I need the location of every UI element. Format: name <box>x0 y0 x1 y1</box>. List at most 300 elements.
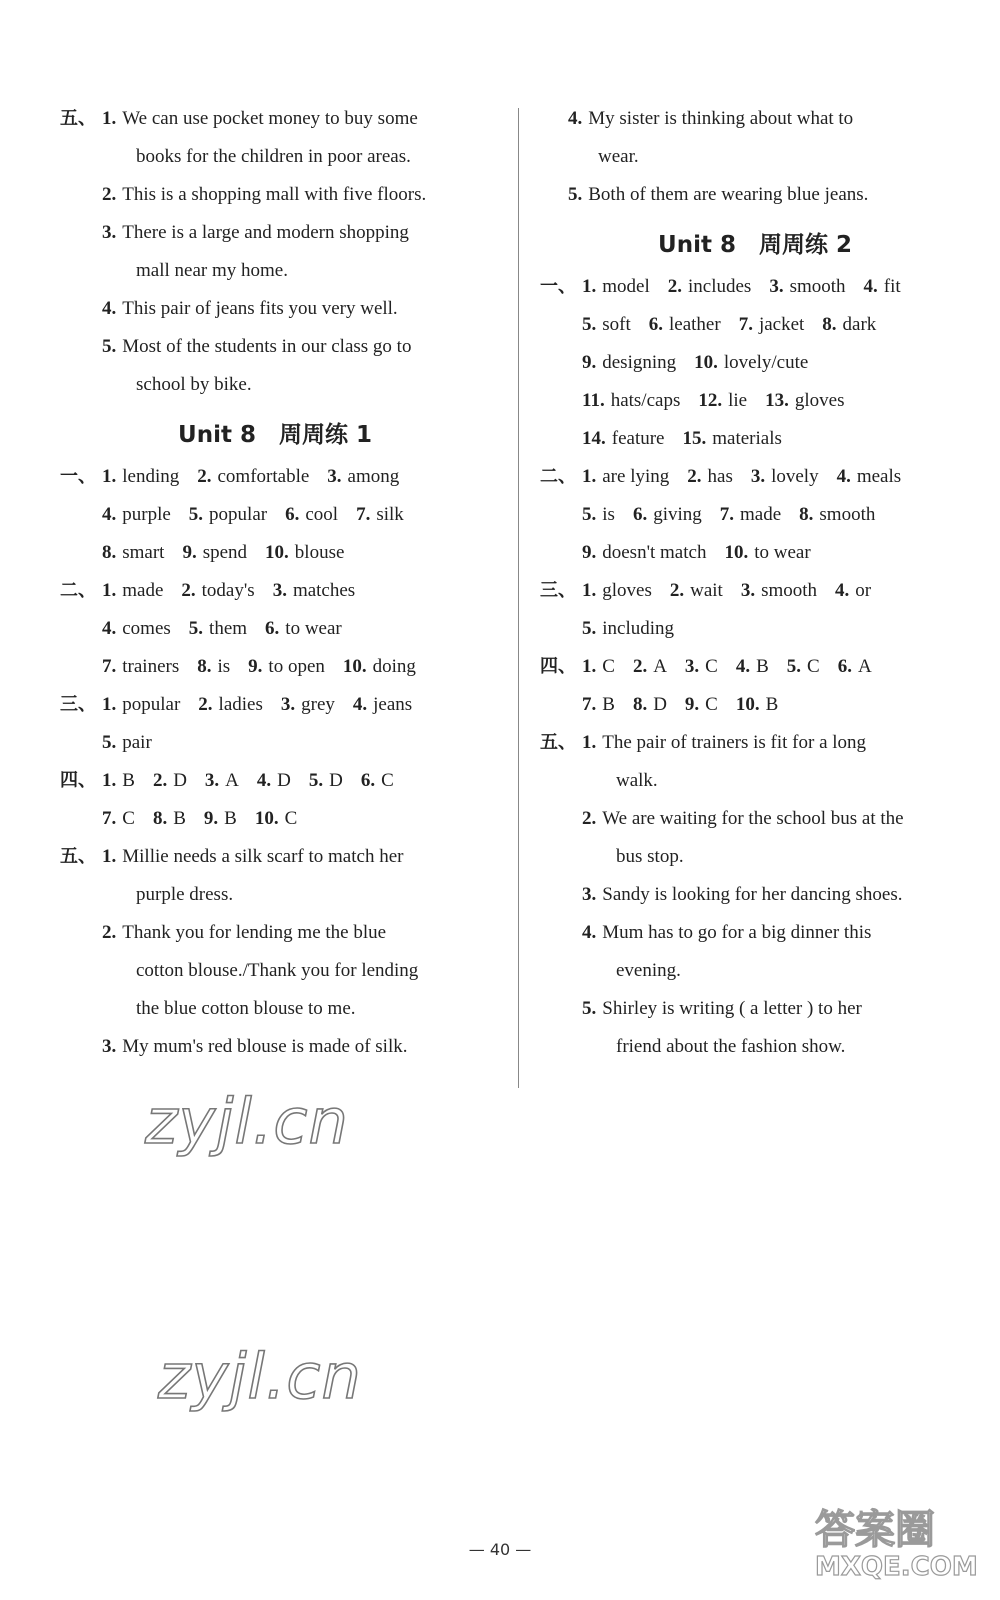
item-number: 14. <box>582 428 606 449</box>
answer-item <box>582 428 664 449</box>
answer-item <box>720 504 781 525</box>
answer-item <box>694 352 808 373</box>
item-number: 1. <box>102 108 117 129</box>
answer-item <box>582 314 631 335</box>
answer-text: This is a shopping mall with five floors. <box>122 184 427 205</box>
item-number: 1. <box>582 466 597 487</box>
section-5-answer-line <box>60 876 490 914</box>
answer-text: matches <box>292 580 356 601</box>
section-1-row <box>540 306 970 344</box>
section-5-answer-line <box>540 990 970 1028</box>
item-number: 6. <box>837 656 852 677</box>
item-number: 1. <box>102 694 117 715</box>
answer-text: them <box>209 618 248 639</box>
answer-item <box>838 656 872 677</box>
answer-item <box>102 618 171 639</box>
section-2-row <box>540 458 970 496</box>
answer-item <box>837 466 902 487</box>
answer-text: C <box>284 808 298 829</box>
section-label: 一、 <box>540 276 576 297</box>
section-label: 四、 <box>540 656 576 677</box>
answer-text: to wear <box>285 618 342 639</box>
item-number: 9. <box>248 656 263 677</box>
answer-item <box>687 466 733 487</box>
answer-text: C <box>122 808 135 829</box>
item-number: 6. <box>265 618 280 639</box>
answer-text: doesn't match <box>602 542 707 563</box>
item-number: 8. <box>152 808 168 829</box>
answer-item <box>582 656 615 677</box>
section-label: 三、 <box>540 580 576 601</box>
item-number: 3. <box>740 580 756 601</box>
item-number: 2. <box>632 656 648 677</box>
item-number: 5. <box>568 184 583 205</box>
item-number: 2. <box>669 580 685 601</box>
answer-item <box>822 314 876 335</box>
section-3-row <box>540 572 970 610</box>
answer-line <box>540 100 970 138</box>
answer-text: fit <box>883 276 901 297</box>
answer-text: D <box>277 770 291 791</box>
answer-item <box>181 580 254 601</box>
answer-item <box>736 694 778 715</box>
item-number: 5. <box>582 314 597 335</box>
answer-text: A <box>225 770 239 791</box>
item-number: 7. <box>582 694 597 715</box>
item-number: 4. <box>256 770 272 791</box>
section-label: 四、 <box>60 770 96 791</box>
item-number: 3. <box>582 884 597 905</box>
answer-text: popular <box>122 694 181 715</box>
answer-item <box>698 390 747 411</box>
section-4-row <box>540 648 970 686</box>
item-number: 5. <box>582 618 597 639</box>
section-1-row <box>540 344 970 382</box>
item-number: 2. <box>687 466 702 487</box>
item-number: 5. <box>188 618 204 639</box>
answer-text: B <box>173 808 186 829</box>
answer-text: evening. <box>616 960 681 981</box>
answer-line <box>540 138 970 176</box>
answer-text: D <box>653 694 667 715</box>
answer-text: made <box>122 580 164 601</box>
answer-item <box>633 656 667 677</box>
answer-item <box>361 770 394 791</box>
answer-text: friend about the fashion show. <box>616 1036 846 1057</box>
section-5-answer-line <box>60 100 490 138</box>
section-label: 五、 <box>540 732 576 753</box>
answer-text: the blue cotton blouse to me. <box>136 998 356 1019</box>
answer-text: made <box>740 504 782 525</box>
left-column <box>60 100 490 1066</box>
answer-item <box>835 580 871 601</box>
item-number: 12. <box>698 390 723 411</box>
answer-item <box>285 504 338 525</box>
item-number: 2. <box>152 770 168 791</box>
answer-text: model <box>602 276 650 297</box>
section-2-row <box>540 496 970 534</box>
item-number: 4. <box>102 504 117 525</box>
item-number: 6. <box>648 314 663 335</box>
answer-text: comes <box>122 618 171 639</box>
section-5-answer-line <box>60 838 490 876</box>
section-1-row <box>60 458 490 496</box>
item-number: 5. <box>102 732 117 753</box>
section-5-answer-line <box>60 252 490 290</box>
answer-text: designing <box>602 352 677 373</box>
section-5-answer-line <box>60 328 490 366</box>
section-4-row <box>540 686 970 724</box>
watermark-text: zyjl.cn <box>158 1340 362 1413</box>
item-number: 9. <box>203 808 219 829</box>
answer-text: leather <box>669 314 721 335</box>
answer-item <box>102 770 135 791</box>
answer-item <box>582 276 650 297</box>
answer-item <box>736 656 769 677</box>
column-divider <box>518 108 519 1088</box>
item-number: 5. <box>308 770 324 791</box>
answer-item <box>353 694 412 715</box>
stamp-top-text: 答案圈 <box>815 1507 935 1553</box>
item-number: 2. <box>181 580 196 601</box>
item-number: 1. <box>582 732 597 753</box>
item-number: 3. <box>750 466 766 487</box>
item-number: 6. <box>360 770 376 791</box>
item-number: 2. <box>102 922 117 943</box>
answer-item <box>102 466 179 487</box>
answer-text: materials <box>712 428 782 449</box>
section-1-row <box>540 382 970 420</box>
answer-text: C <box>705 656 718 677</box>
item-number: 1. <box>102 770 117 791</box>
item-number: 6. <box>632 504 648 525</box>
answer-text: mall near my home. <box>136 260 288 281</box>
answer-text: The pair of trainers is fit for a long <box>602 732 867 753</box>
answer-item <box>765 390 844 411</box>
item-number: 15. <box>682 428 707 449</box>
answer-text: giving <box>653 504 702 525</box>
answer-item <box>257 770 291 791</box>
answer-text: trainers <box>122 656 180 677</box>
answer-text: smart <box>122 542 165 563</box>
answer-item <box>102 580 163 601</box>
section-label: 一、 <box>60 466 96 487</box>
answer-text: school by bike. <box>136 374 252 395</box>
item-number: 8. <box>197 656 212 677</box>
answer-text: There is a large and modern shopping <box>122 222 409 243</box>
answer-text: jacket <box>758 314 805 335</box>
item-number: 4. <box>352 694 368 715</box>
item-number: 7. <box>356 504 371 525</box>
section-2-row <box>540 534 970 572</box>
unit-title: Unit 8 周周练 2 <box>658 232 852 258</box>
answer-text: jeans <box>373 694 413 715</box>
answer-text: has <box>707 466 733 487</box>
answer-text: smooth <box>761 580 818 601</box>
section-5-answer-line <box>540 952 970 990</box>
answer-text: soft <box>602 314 631 335</box>
answer-item <box>248 656 325 677</box>
answer-item <box>189 618 247 639</box>
answer-item <box>102 656 179 677</box>
answer-text: pair <box>122 732 152 753</box>
item-number: 1. <box>102 580 117 601</box>
item-number: 3. <box>684 656 700 677</box>
item-number: 4. <box>835 580 850 601</box>
section-2-row <box>60 572 490 610</box>
item-number: 4. <box>568 108 583 129</box>
answer-item <box>633 694 667 715</box>
answer-item <box>309 770 343 791</box>
answer-item <box>685 694 718 715</box>
answer-text: doing <box>372 656 416 677</box>
answer-text: spend <box>202 542 248 563</box>
answer-text: is <box>602 504 615 525</box>
answer-item <box>327 466 399 487</box>
section-5-answer-line <box>60 366 490 404</box>
answer-text: are lying <box>602 466 670 487</box>
answer-item <box>682 428 781 449</box>
answer-text: to wear <box>754 542 811 563</box>
answer-text: including <box>602 618 675 639</box>
answer-item <box>739 314 805 335</box>
item-number: 2. <box>198 694 213 715</box>
answer-text: A <box>857 656 872 677</box>
right-column <box>540 100 970 1066</box>
item-number: 7. <box>738 314 753 335</box>
answer-item <box>633 504 702 525</box>
answer-item <box>197 466 309 487</box>
item-number: 4. <box>102 618 117 639</box>
answer-item <box>356 504 404 525</box>
item-number: 9. <box>182 542 197 563</box>
item-number: 8. <box>632 694 648 715</box>
answer-text: to open <box>268 656 325 677</box>
section-5-answer-line <box>540 914 970 952</box>
answer-text: My mum's red blouse is made of silk. <box>122 1036 408 1057</box>
section-5-answer-line <box>540 762 970 800</box>
item-number: 5. <box>582 998 597 1019</box>
section-3-row <box>540 610 970 648</box>
answer-text: A <box>653 656 667 677</box>
item-number: 1. <box>582 580 597 601</box>
section-2-row <box>60 610 490 648</box>
answer-text: D <box>173 770 187 791</box>
answer-text: Sandy is looking for her dancing shoes. <box>602 884 903 905</box>
answer-text: Shirley is writing ( a letter ) to her <box>602 998 862 1019</box>
item-number: 2. <box>197 466 212 487</box>
answer-item <box>864 276 901 297</box>
answer-text: lie <box>728 390 748 411</box>
answer-item <box>724 542 810 563</box>
unit-title: Unit 8 周周练 1 <box>178 422 372 448</box>
item-number: 3. <box>204 770 220 791</box>
answer-text: C <box>381 770 394 791</box>
answer-text: smooth <box>789 276 846 297</box>
answer-text: meals <box>856 466 902 487</box>
section-label: 三、 <box>60 694 96 715</box>
section-5-answer-line <box>540 724 970 762</box>
section-5-answer-line <box>60 214 490 252</box>
item-number: 8. <box>822 314 837 335</box>
watermark-text: zyjl.cn <box>145 1085 349 1158</box>
item-number: 10. <box>724 542 749 563</box>
answer-text: gloves <box>794 390 845 411</box>
answer-text: feature <box>611 428 665 449</box>
answer-text: We are waiting for the school bus at the <box>602 808 904 829</box>
item-number: 9. <box>684 694 700 715</box>
answer-text: C <box>602 656 615 677</box>
answer-item <box>769 276 845 297</box>
item-number: 10. <box>265 542 289 563</box>
item-number: 4. <box>582 922 597 943</box>
answer-item <box>649 314 721 335</box>
item-number: 3. <box>280 694 296 715</box>
section-1-row <box>540 420 970 458</box>
item-number: 10. <box>735 694 760 715</box>
answer-item <box>670 580 723 601</box>
answer-item <box>102 694 180 715</box>
item-number: 3. <box>102 222 117 243</box>
section-label: 五、 <box>60 108 96 129</box>
section-3-row <box>60 686 490 724</box>
answer-item <box>182 542 247 563</box>
answer-line <box>540 176 970 214</box>
section-label: 五、 <box>60 846 96 867</box>
answer-item <box>582 352 676 373</box>
item-number: 10. <box>342 656 367 677</box>
answer-item <box>153 770 187 791</box>
answer-text: books for the children in poor areas. <box>136 146 411 167</box>
answer-text: cool <box>305 504 339 525</box>
item-number: 5. <box>786 656 802 677</box>
answer-text: B <box>765 694 779 715</box>
item-number: 1. <box>102 846 117 867</box>
answer-text: D <box>329 770 343 791</box>
answer-item <box>582 390 680 411</box>
answer-item <box>205 770 239 791</box>
answer-text: Most of the students in our class go to <box>122 336 412 357</box>
item-number: 8. <box>799 504 814 525</box>
answer-item <box>582 580 652 601</box>
item-number: 7. <box>102 656 117 677</box>
answer-item <box>265 542 344 563</box>
answer-item <box>189 504 267 525</box>
item-number: 8. <box>102 542 117 563</box>
item-number: 5. <box>582 504 597 525</box>
item-number: 6. <box>285 504 300 525</box>
answer-text: purple <box>122 504 171 525</box>
section-5-answer-line <box>60 1028 490 1066</box>
section-5-answer-line <box>60 952 490 990</box>
answer-item <box>787 656 820 677</box>
item-number: 3. <box>769 276 784 297</box>
item-number: 7. <box>102 808 117 829</box>
item-number: 1. <box>582 276 597 297</box>
item-number: 10. <box>694 352 718 373</box>
item-number: 9. <box>582 352 597 373</box>
item-number: 4. <box>735 656 751 677</box>
answer-text: among <box>347 466 400 487</box>
answer-item <box>751 466 819 487</box>
answer-item <box>273 580 356 601</box>
answer-text: Millie needs a silk scarf to match her <box>122 846 404 867</box>
answer-item <box>582 694 615 715</box>
section-4-row <box>60 800 490 838</box>
item-number: 5. <box>102 336 117 357</box>
section-label: 二、 <box>540 466 576 487</box>
answer-item <box>582 504 615 525</box>
item-number: 2. <box>102 184 117 205</box>
section-5-answer-line <box>60 290 490 328</box>
answer-item <box>102 504 171 525</box>
item-number: 2. <box>582 808 597 829</box>
answer-text: My sister is thinking about what to <box>588 108 854 129</box>
answer-text: C <box>705 694 718 715</box>
answer-text: purple dress. <box>136 884 234 905</box>
item-number: 7. <box>719 504 734 525</box>
section-1-row <box>60 496 490 534</box>
answer-text: Both of them are wearing blue jeans. <box>588 184 869 205</box>
item-number: 4. <box>102 298 117 319</box>
item-number: 1. <box>582 656 597 677</box>
answer-text: We can use pocket money to buy some <box>122 108 418 129</box>
page-number: — 40 — <box>468 1540 532 1559</box>
answer-item <box>204 808 237 829</box>
answer-text: B <box>756 656 769 677</box>
answer-text: This pair of jeans fits you very well. <box>122 298 398 319</box>
answer-item <box>281 694 335 715</box>
answer-text: ladies <box>218 694 263 715</box>
answer-text: includes <box>688 276 752 297</box>
answer-text: dark <box>842 314 877 335</box>
answer-item <box>102 732 152 753</box>
answer-text: walk. <box>616 770 658 791</box>
section-4-row <box>60 762 490 800</box>
answer-item <box>265 618 342 639</box>
item-number: 3. <box>272 580 287 601</box>
answer-text: B <box>602 694 615 715</box>
section-1-row <box>540 268 970 306</box>
section-label: 二、 <box>60 580 96 601</box>
answer-text: C <box>807 656 820 677</box>
answer-text: wear. <box>598 146 639 167</box>
answer-text: comfortable <box>217 466 310 487</box>
answer-text: lovely/cute <box>723 352 809 373</box>
answer-text: gloves <box>602 580 652 601</box>
item-number: 2. <box>667 276 682 297</box>
item-number: 4. <box>863 276 878 297</box>
answer-text: Mum has to go for a big dinner this <box>602 922 872 943</box>
item-number: 13. <box>765 390 789 411</box>
answer-text: smooth <box>819 504 876 525</box>
answer-text: popular <box>209 504 268 525</box>
section-5-answer-line <box>60 990 490 1028</box>
item-number: 10. <box>254 808 279 829</box>
section-1-row <box>60 534 490 572</box>
answer-item <box>582 466 669 487</box>
answer-text: B <box>122 770 135 791</box>
answer-item <box>685 656 718 677</box>
answer-item <box>799 504 875 525</box>
answer-item <box>197 656 230 677</box>
section-5-answer-line <box>60 176 490 214</box>
stamp-bottom-text: MXQE.COM <box>815 1552 978 1582</box>
answer-text: B <box>224 808 237 829</box>
item-number: 5. <box>188 504 204 525</box>
section-2-row <box>60 648 490 686</box>
answer-item <box>582 618 674 639</box>
